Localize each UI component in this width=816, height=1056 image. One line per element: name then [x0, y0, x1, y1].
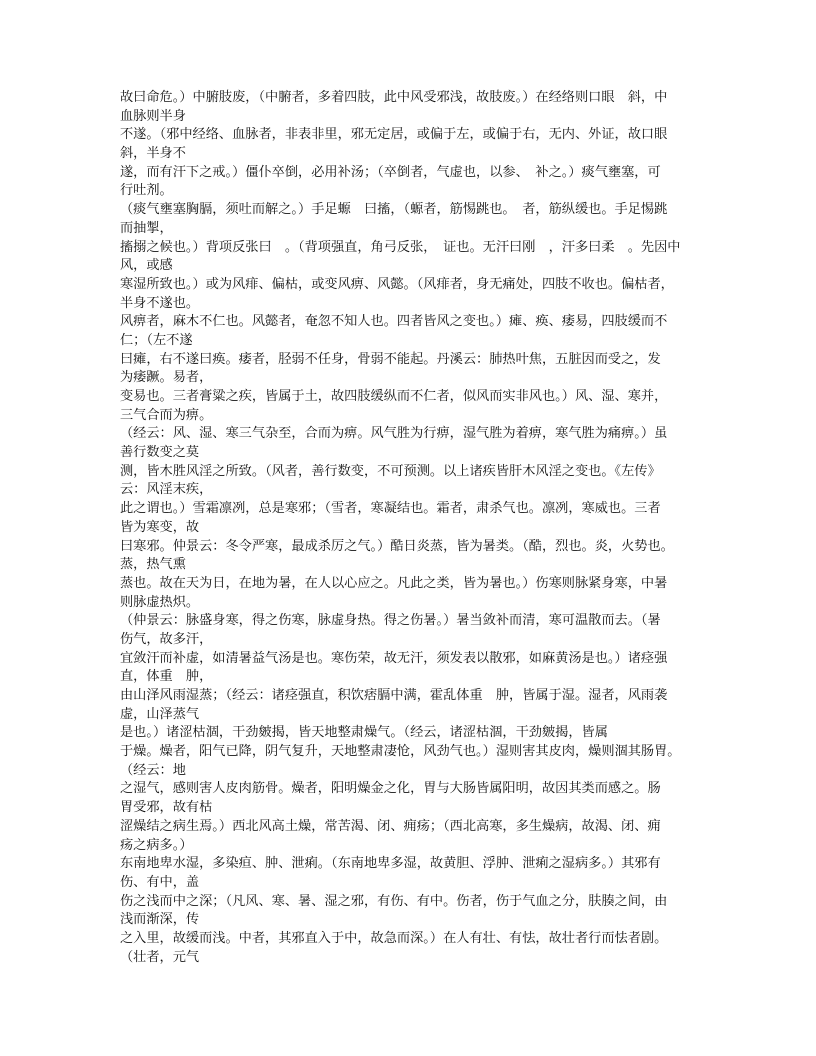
text-line: 蒸也。故在天为日，在地为暑，在人以心应之。凡此之类，皆为暑也。）伤寒则脉紧身寒，中暑	[120, 575, 668, 591]
text-line: （仲景云：脉盛身寒，得之伤寒，脉虚身热。得之伤暑。）暑当敛补而清，寒可温散而去。（暑	[120, 613, 661, 629]
text-line: 搐搦之候也。）背项反张曰 。（背项强直，角弓反张， 证也。无汗曰刚 ，汗多曰柔 。先因中	[120, 239, 681, 255]
text-line: 寒湿所致也。）或为风痱、偏枯，或变风痹、风懿。（风痱者，身无痛处，四肢不收也。偏枯者，	[120, 276, 674, 292]
text-line: 曰瘫，右不遂曰痪。痿者，胫弱不任身，骨弱不能起。丹溪云：肺热叶焦，五脏因而受之，发	[120, 351, 661, 367]
text-line: 而抽掣，	[120, 220, 173, 236]
text-line: 东南地卑水湿，多染疸、肿、泄痢。（东南地卑多湿，故黄胆、浮肿、泄痢之湿病多。）其邪有	[120, 856, 661, 872]
text-line: 三气合而为痹。	[120, 407, 213, 423]
text-line: 直，体重 肿，	[120, 669, 213, 685]
text-line: 行吐剂。	[120, 183, 173, 199]
text-line: 皆为寒变，故	[120, 519, 200, 535]
text-line: 之入里，故缓而浅。中者，其邪直入于中，故急而深。）在人有壮、有怯，故壮者行而怯者剧。	[120, 930, 668, 946]
text-line: 风，或感	[120, 258, 173, 274]
text-line: （痰气壅塞胸膈，须吐而解之。）手足螈 曰搐，（螈者，筋惕跳也。 者，筋纵缓也。手足惕跳	[120, 202, 668, 218]
text-line: 伤之浅而中之深；（凡风、寒、暑、湿之邪，有伤、有中。伤者，伤于气血之分，肤腠之间，由	[120, 893, 668, 909]
text-line: 浅而渐深，传	[120, 912, 200, 928]
text-line: 半身不遂也。	[120, 295, 200, 311]
text-line: 伤气，故多汗，	[120, 631, 213, 647]
text-line: 此之谓也。）雪霜凛冽，总是寒邪；（雪者，寒凝结也。霜者，肃杀气也。凛冽，寒威也。三者	[120, 501, 661, 517]
text-line: 疡之病多。）	[120, 837, 193, 853]
text-line: 则脉虚热炽。	[120, 594, 200, 610]
text-line: 虚，山泽蒸气	[120, 706, 200, 722]
text-line: （经云：地	[120, 762, 186, 778]
text-line: 为痿蹶。易者，	[120, 370, 213, 386]
text-line: 血脉则半身	[120, 108, 186, 124]
text-line: 于燥。燥者，阳气已降，阴气复升，天地整肃凄怆，风劲气也。）湿则害其皮肉，燥则涸其肠胃。	[120, 744, 681, 760]
text-line: 不遂。（邪中经络、血脉者，非表非里，邪无定居，或偏于左，或偏于右，无内、外证，故口眼	[120, 127, 668, 143]
text-line: 斜，半身不	[120, 146, 186, 162]
text-line: 仁；（左不遂	[120, 332, 193, 348]
text-line: 遂，而有汗下之戒。）僵仆卒倒，必用补汤；（卒倒者，气虚也，以参、 补之。）痰气壅塞，可	[120, 164, 661, 180]
text-line: 宜敛汗而补虚，如清暑益气汤是也。寒伤荣，故无汗，须发表以散邪，如麻黄汤是也。）诸痉强	[120, 650, 668, 666]
text-line: 涩燥结之病生焉。）西北风高土燥，常苦渴、闭、痈疡；（西北高寒，多生燥病，故渴、闭、痈	[120, 818, 661, 834]
text-line: 是也。）诸涩枯涸，干劲皴揭，皆天地整肃燥气。（经云，诸涩枯涸，干劲皴揭，皆属	[120, 725, 608, 741]
text-line: （壮者，元气	[120, 949, 200, 965]
text-line: 云：风淫末疾，	[120, 482, 213, 498]
text-line: 测，皆木胜风淫之所致。（风者，善行数变，不可预测。以上诸疾皆肝木风淫之变也。《左传》	[120, 463, 661, 479]
text-line: 之湿气，感则害人皮肉筋骨。燥者，阳明燥金之化，胃与大肠皆属阳明，故因其类而感之。肠	[120, 781, 661, 797]
text-line: 善行数变之莫	[120, 445, 200, 461]
text-line: 故曰命危。）中腑肢废，（中腑者，多着四肢，此中风受邪浅，故肢废。）在经络则口眼 斜，中	[120, 90, 668, 105]
text-line: 胃受邪，故有枯	[120, 800, 213, 816]
document-page	[120, 89, 710, 967]
text-line: 蒸，热气熏	[120, 557, 186, 573]
text-line: 曰寒邪。仲景云：冬令严寒，最成杀厉之气。）酷日炎蒸，皆为暑类。（酷，烈也。炎，火势也。	[120, 538, 674, 554]
text-line: 变易也。三者膏粱之疾，皆属于土，故四肢缓纵而不仁者，似风而实非风也。）风、湿、寒并，	[120, 389, 668, 404]
text-line: （经云：风、湿、寒三气杂至，合而为痹。风气胜为行痹，湿气胜为着痹，寒气胜为痛痹。）虽	[120, 426, 668, 442]
text-line: 风痹者，麻木不仁也。风懿者，奄忽不知人也。四者皆风之变也。）瘫、痪、痿易，四肢缓而不	[120, 314, 668, 330]
text-line: 伤、有中，盖	[120, 874, 200, 890]
text-line: 由山泽风雨湿蒸；（经云：诸痉强直，积饮痞膈中满，霍乱体重 肿，皆属于湿。湿者，风雨袭	[120, 688, 668, 703]
